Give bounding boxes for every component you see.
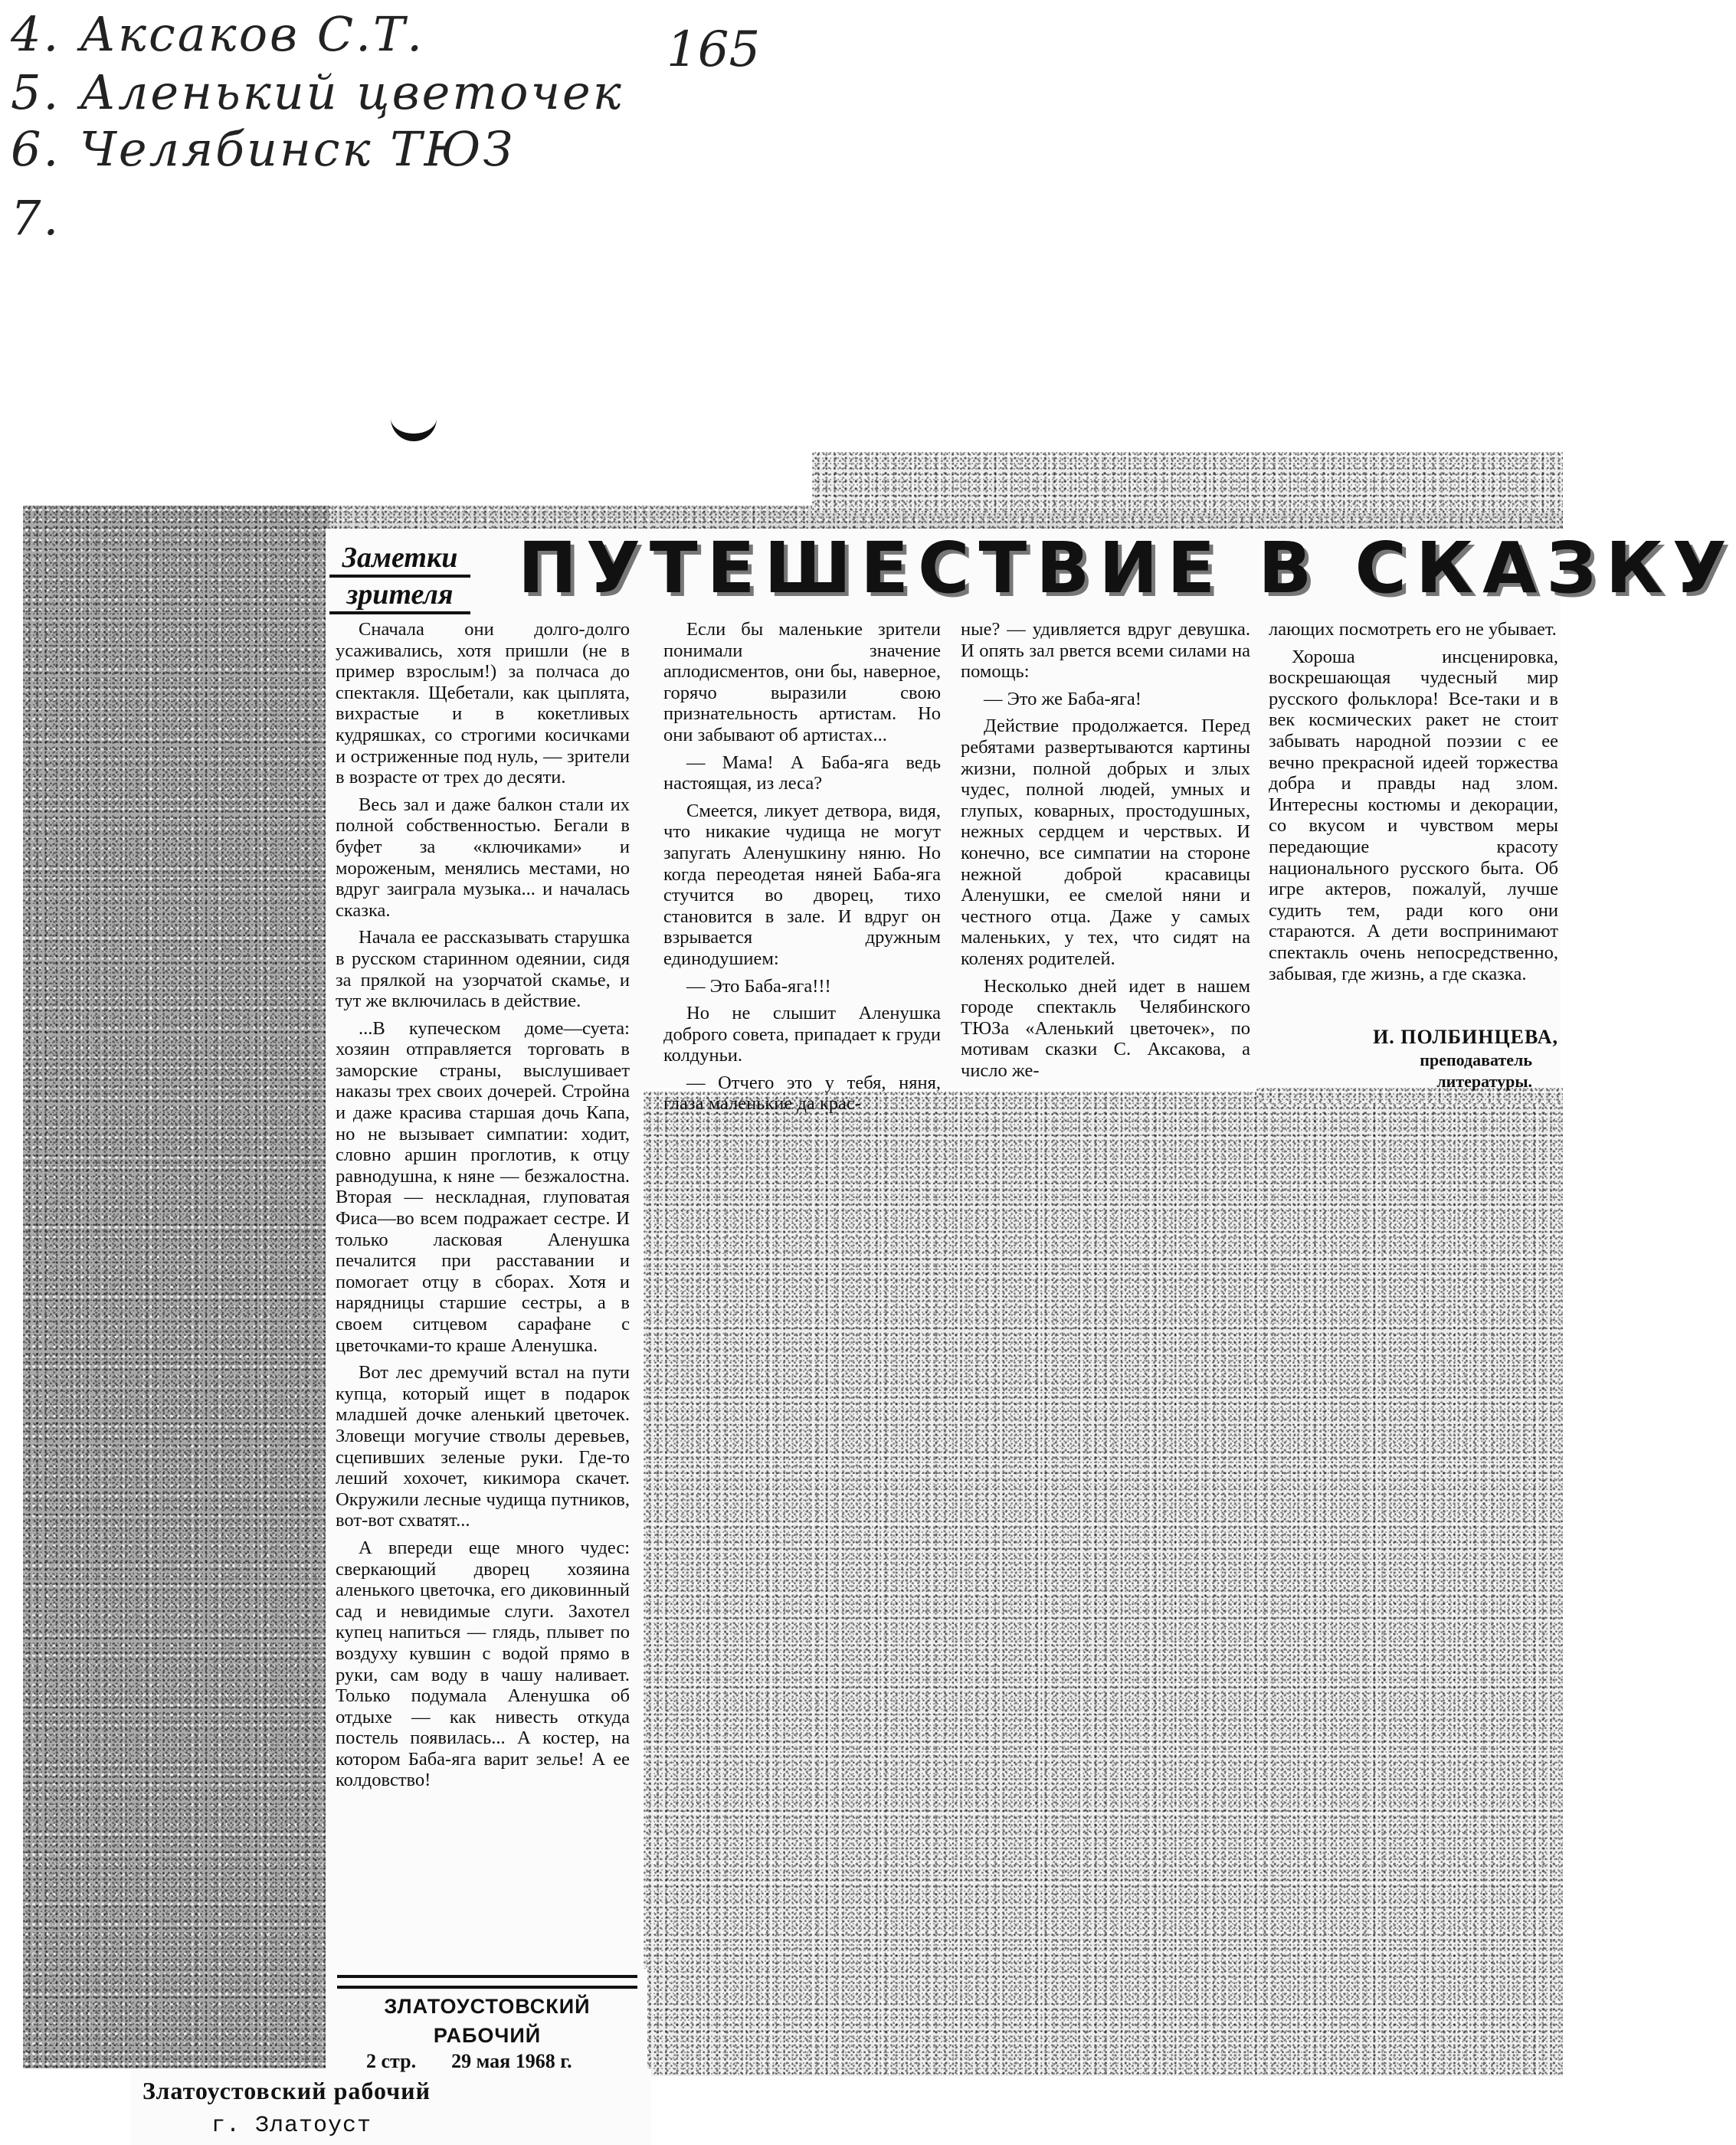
paragraph: Если бы маленькие зрители понимали значение аплодисментов, они бы, наверное, горячо выразили свою признательность артистам. Но они забывают об артистах... bbox=[663, 619, 941, 745]
paragraph: Но не слышит Аленушка доброго совета, припадает к груди колдуньи. bbox=[663, 1003, 941, 1066]
article-column-2 bbox=[663, 619, 941, 1115]
paragraph: Хороша инсценировка, воскрешающая чудесный мир русского фольклора! Все-таки и в век космических ракет не стоит забывать народной поэзии с ее вечно прекрасной идеей торжества добра и правды над злом. Интересны костюмы и декорации, со вкусом и чувством меры передающие красоту национального русского быта. Об игре актеров, пожалуй, лучше судить тем, ради кого они стараются. А дети воспринимают спектакль очень непосредственно, забывая, где жизнь, а где сказка. bbox=[1269, 646, 1558, 984]
stamp-newspaper-name: Златоустовский рабочий bbox=[142, 2077, 431, 2104]
paragraph: Вот лес дремучий встал на пути купца, который ищет в подарок младшей дочке аленький цветочек. Зловещи могучие стволы деревьев, сцепивших зеленые руки. Где-то леший хохочет, кикимора скачет. Окружили лесные чудища путников, вот-вот схватят... bbox=[336, 1362, 630, 1531]
author-role-line-1: преподаватель bbox=[1420, 1050, 1532, 1069]
paragraph: Действие продолжается. Перед ребятами развертываются картины жизни, полной добрых и злых чудес, полной людей, умных и глупых, коварных, простодушных, нежных сердцем и черствых. И конечно, все симпатии на стороне нежной доброй красавицы Аленушки, ее смелой няни и честного отца. Даже у самых маленьких, у тех, что сидят на коленях родителей. bbox=[961, 716, 1250, 969]
paragraph: Начала ее рассказывать старушка в русском старинном одеянии, сидя за прялкой на узорчатой скамье, и тут же включилась в действие. bbox=[336, 927, 630, 1012]
paragraph: ...В купеческом доме—суета: хозяин отправляется торговать в заморские страны, выслушивает наказы трех своих дочерей. Стройна и даже красива старшая дочь Капа, но не вызывает симпатии: ходит, словно аршин проглотив, к отцу равнодушна, к няне — безжалостна. Вторая — нескладная, глуповатая Фиса—во всем подражает сестре. И только ласковая Аленушка печалится при расставании и помогает отцу в сборах. Хотя и нарядницы старшие сестры, а в своем ситцевом сарафане с цветочками-то краше Аленушка. bbox=[336, 1017, 630, 1356]
paragraph: Несколько дней идет в нашем городе спектакль Челябинского ТЮЗа «Аленький цветочек», по мотивам сказки С. Аксакова, а число же- bbox=[961, 975, 1250, 1081]
handwritten-page-number: 165 bbox=[667, 21, 761, 78]
article-column-4 bbox=[1269, 619, 1558, 984]
author-name: И. ПОЛБИНЦЕВА, bbox=[1373, 1026, 1558, 1048]
handwritten-note-6: 6. Челябинск ТЮЗ bbox=[11, 121, 516, 177]
issue-info bbox=[366, 2050, 627, 2073]
newspaper-title-line-1: ЗЛАТОУСТОВСКИЙ bbox=[384, 1995, 591, 2018]
paragraph: ные? — удивляется вдруг девушка. И опять зал рвется всеми силами на помощь: bbox=[961, 619, 1250, 683]
paragraph: — Отчего это у тебя, няня, глаза маленькие да крас- bbox=[663, 1072, 941, 1115]
clipping-mark bbox=[391, 414, 437, 441]
handwritten-note-7: 7. bbox=[11, 190, 61, 246]
handwritten-note-4: 4. Аксаков С.Т. bbox=[11, 6, 425, 62]
newspaper-title-line-2: РАБОЧИЙ bbox=[433, 2024, 542, 2047]
paragraph: — Мама! А Баба-яга ведь настоящая, из леса? bbox=[663, 752, 941, 794]
article-column-1 bbox=[336, 619, 630, 1791]
archive-stamp bbox=[142, 2073, 431, 2143]
paragraph: Сначала они долго-долго усаживались, хотя пришли (не в пример взрослым!) за полчаса до спектакля. Щебетали, как цыплята, вихрастые и в кокетливых кудряшках, со строгими косичками и остриженные под нуль, — зрители в возрасте от трех до десяти. bbox=[336, 619, 630, 788]
paragraph: Весь зал и даже балкон стали их полной собственностью. Бегали в буфет за «ключиками» и мороженым, менялись местами, но вдруг заиграла музыка... и началась сказка. bbox=[336, 794, 630, 921]
masthead-rule bbox=[337, 1975, 637, 1989]
newspaper-title bbox=[337, 1992, 637, 2050]
rubric-line-1: Заметки bbox=[329, 541, 470, 578]
rubric-label bbox=[329, 541, 470, 614]
paragraph: — Это же Баба-яга! bbox=[984, 688, 1142, 709]
paragraph: лающих посмотреть его не убывает. bbox=[1269, 619, 1557, 640]
stamp-city: г. Златоуст bbox=[211, 2113, 372, 2139]
issue-page: 2 стр. bbox=[366, 2050, 417, 2072]
handwritten-note-5: 5. Аленький цветочек bbox=[11, 64, 624, 120]
copy-noise-left-margin bbox=[23, 506, 329, 2068]
issue-date: 29 мая 1968 г. bbox=[451, 2050, 572, 2072]
article-headline: ПУТЕШЕСТВИЕ В СКАЗКУ bbox=[518, 527, 1736, 609]
paragraph: А впереди еще много чудес: сверкающий дворец хозяина аленького цветочка, его диковинный сад и невидимые слуги. Захотел купец напиться — глядь, плывет по воздуху кувшин с водой прямо в руки, сам воду в чашу наливает. Только подумала Аленушка об отдыхе — как нивесть откуда постель появилась... А костер, на котором Баба-яга варит зелье! А ее колдовство! bbox=[336, 1537, 630, 1791]
copy-noise-top-right bbox=[812, 452, 1563, 513]
paragraph: — Это Баба-яга!!! bbox=[686, 975, 831, 997]
article-column-3 bbox=[961, 619, 1250, 1081]
copy-noise-lower-right bbox=[644, 1092, 1563, 2076]
author-role-line-2: литературы. bbox=[1436, 1072, 1532, 1091]
author-signature bbox=[1269, 1025, 1558, 1092]
paragraph: Смеется, ликует детвора, видя, что никакие чудища не могут запугать Аленушкину няню. Но когда переодетая няней Баба-яга стучится во дворец, тихо становится в зале. И вдруг он взрывается дружным единодушием: bbox=[663, 800, 941, 969]
rubric-line-2: зрителя bbox=[329, 578, 470, 614]
